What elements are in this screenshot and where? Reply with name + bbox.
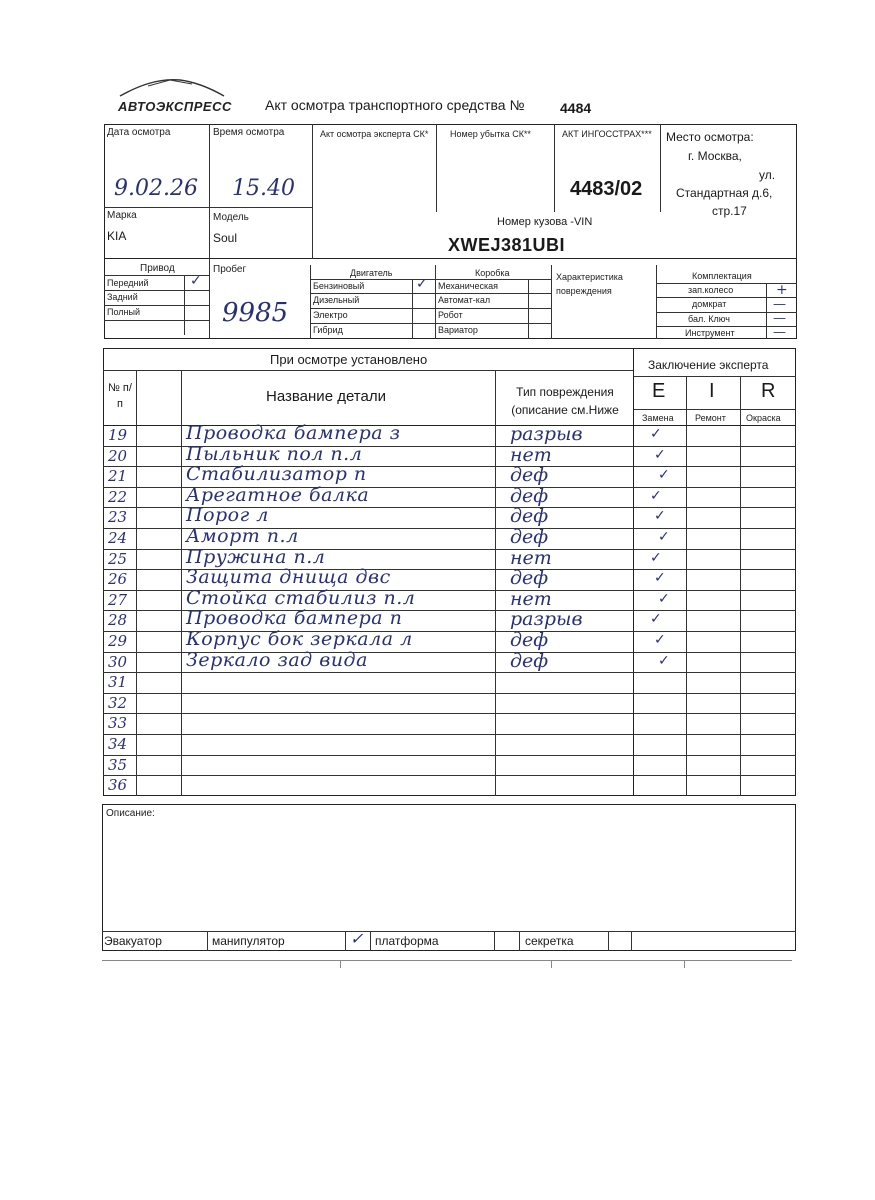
row-damage-type: нет <box>510 587 552 610</box>
equipment-title: Комплектация <box>692 271 752 281</box>
row-number: 20 <box>108 446 128 465</box>
row-number: 32 <box>108 693 128 712</box>
ingos-label: АКТ ИНГОССТРАХ*** <box>562 129 652 139</box>
col-num-header: № п/п <box>108 382 132 410</box>
sub-r-header: Окраска <box>746 413 781 423</box>
expert-title: Заключение эксперта <box>648 358 769 372</box>
row-part-name: Пыльник пол п.л <box>186 442 363 465</box>
equipment-jack-mark: — <box>773 297 786 312</box>
model-value: Soul <box>213 231 238 245</box>
row-part-name: Пружина п.л <box>186 545 326 568</box>
evac-manipulator[interactable]: манипулятор <box>212 934 285 948</box>
time-label: Время осмотра <box>213 127 285 138</box>
row-number: 30 <box>108 652 128 671</box>
engine-option-petrol[interactable]: Бензиновый <box>313 281 365 291</box>
row-number: 27 <box>108 590 128 609</box>
row-part-name: Проводка бампера з <box>186 422 401 444</box>
gearbox-option-auto[interactable]: Автомат-кал <box>438 295 491 305</box>
row-damage-type: деф <box>510 567 549 590</box>
row-number: 33 <box>108 714 128 733</box>
replace-check-icon: ✓ <box>654 570 666 587</box>
replace-check-icon: ✓ <box>658 590 670 607</box>
row-number: 31 <box>108 673 128 692</box>
row-damage-type: деф <box>510 464 549 487</box>
engine-petrol-check-icon: ✓ <box>416 276 428 292</box>
evac-label: Эвакуатор <box>104 934 162 948</box>
row-part-name: Корпус бок зеркала л <box>186 628 413 650</box>
row-number: 19 <box>108 426 128 444</box>
row-number: 26 <box>108 570 128 589</box>
mileage-label: Пробег <box>213 264 247 275</box>
engine-option-electric[interactable]: Электро <box>313 310 348 320</box>
place-line3: Стандартная д.6, <box>676 186 773 200</box>
brand-label: Марка <box>107 210 137 221</box>
place-line4: стр.17 <box>712 204 747 218</box>
row-damage-type: деф <box>510 484 549 507</box>
row-divider <box>103 734 796 735</box>
row-damage-type: нет <box>510 546 552 569</box>
replace-check-icon: ✓ <box>654 508 666 525</box>
gearbox-option-manual[interactable]: Механическая <box>438 281 499 291</box>
replace-check-icon: ✓ <box>658 529 670 545</box>
row-part-name: Проводка бампера п <box>186 607 403 630</box>
engine-option-hybrid[interactable]: Гибрид <box>313 325 343 335</box>
gearbox-option-cvt[interactable]: Вариатор <box>438 325 478 335</box>
col-type-header: Тип повреждения (описание см.Ниже <box>511 385 619 417</box>
row-divider <box>103 775 796 776</box>
col-r-header: R <box>761 380 776 402</box>
equipment-jack[interactable]: домкрат <box>692 299 727 309</box>
brand-value: KIA <box>107 229 127 243</box>
inspection-title: При осмотре установлено <box>270 352 428 367</box>
equipment-tools-mark: — <box>773 325 786 340</box>
row-damage-type: деф <box>510 526 549 548</box>
col-i-header: I <box>709 380 715 402</box>
row-part-name: Зеркало зад вида <box>186 648 368 671</box>
equipment-wheel-key[interactable]: бал. Ключ <box>688 314 730 324</box>
row-part-name: Стабилизатор п <box>186 463 367 486</box>
row-number: 23 <box>108 508 128 527</box>
col-part-header: Название детали <box>266 388 386 405</box>
damage-char-label: Характеристика повреждения <box>556 272 623 296</box>
replace-check-icon: ✓ <box>650 549 662 566</box>
row-damage-type: деф <box>510 505 549 528</box>
row-divider <box>103 693 796 694</box>
drive-option-full[interactable]: Полный <box>107 307 140 317</box>
replace-check-icon: ✓ <box>650 487 662 504</box>
row-divider <box>103 713 796 714</box>
evac-platform[interactable]: платформа <box>375 934 439 948</box>
col-e-header: E <box>652 380 666 402</box>
row-divider <box>103 672 796 673</box>
ingos-value: 4483/02 <box>570 178 643 200</box>
vin-label: Номер кузова -VIN <box>497 216 593 228</box>
expert-act-label: Акт осмотра эксперта СК* <box>320 129 429 139</box>
replace-check-icon: ✓ <box>654 446 666 463</box>
equipment-tools[interactable]: Инструмент <box>685 328 735 338</box>
row-number: 28 <box>108 611 128 630</box>
row-number: 29 <box>108 632 128 650</box>
replace-check-icon: ✓ <box>650 426 662 442</box>
description-block <box>102 804 796 951</box>
sub-i-header: Ремонт <box>695 413 726 423</box>
date-label: Дата осмотра <box>107 127 171 138</box>
equipment-spare-wheel[interactable]: зап.колесо <box>688 285 734 295</box>
place-line1: г. Москва, <box>688 149 742 163</box>
row-number: 36 <box>108 776 128 795</box>
row-number: 24 <box>108 529 128 547</box>
car-silhouette-icon <box>118 74 228 98</box>
replace-check-icon: ✓ <box>654 632 666 648</box>
vin-value: XWEJ381UBI <box>448 235 566 255</box>
row-part-name: Порог л <box>186 504 269 527</box>
row-divider <box>103 755 796 756</box>
replace-check-icon: ✓ <box>650 611 662 628</box>
row-damage-type: деф <box>510 629 549 651</box>
logo <box>118 74 232 114</box>
row-part-name: Арегатное балка <box>186 483 370 506</box>
date-value: 9.02.26 <box>114 176 198 201</box>
sub-e-header: Замена <box>642 413 674 423</box>
place-label: Место осмотра: <box>666 130 754 144</box>
row-part-name: Стойка стабилиз п.л <box>186 586 416 609</box>
row-damage-type: разрыв <box>510 423 583 445</box>
row-part-name: Защита днища двс <box>186 566 391 589</box>
row-number: 35 <box>108 755 128 774</box>
row-damage-type: разрыв <box>510 608 583 631</box>
row-number: 34 <box>108 735 128 753</box>
row-damage-type: нет <box>510 443 552 466</box>
drive-option-rear[interactable]: Задний <box>107 292 138 302</box>
description-label: Описание: <box>106 808 155 819</box>
row-number: 22 <box>108 487 128 506</box>
row-number: 21 <box>108 467 128 486</box>
gearbox-option-robot[interactable]: Робот <box>438 310 463 320</box>
row-part-name: Аморт п.л <box>186 525 299 547</box>
replace-check-icon: ✓ <box>658 652 670 669</box>
page-title: Акт осмотра транспортного средства № <box>265 97 525 113</box>
loss-number-label: Номер убытка СК** <box>450 129 531 139</box>
evac-platform-check-icon: ✓ <box>350 929 364 948</box>
row-damage-type: деф <box>510 649 549 672</box>
equipment-spare-wheel-mark: + <box>776 282 788 298</box>
mileage-value: 9985 <box>222 298 289 328</box>
equipment-wheel-key-mark: — <box>773 311 786 326</box>
place-line2: ул. <box>759 168 776 182</box>
engine-option-diesel[interactable]: Дизельный <box>313 295 360 305</box>
gearbox-title: Коробка <box>475 268 510 278</box>
row-number: 25 <box>108 549 128 568</box>
logo-text: АВТОЭКСПРЕСС <box>118 99 232 114</box>
replace-check-icon: ✓ <box>658 467 670 484</box>
act-number: 4484 <box>560 100 592 116</box>
drive-title: Привод <box>140 263 175 274</box>
drive-front-check-icon: ✓ <box>190 273 202 289</box>
engine-title: Двигатель <box>350 268 393 278</box>
evac-secret[interactable]: секретка <box>525 934 574 948</box>
model-label: Модель <box>213 212 249 223</box>
time-value: 15.40 <box>232 176 295 201</box>
drive-option-front[interactable]: Передний <box>107 278 149 288</box>
